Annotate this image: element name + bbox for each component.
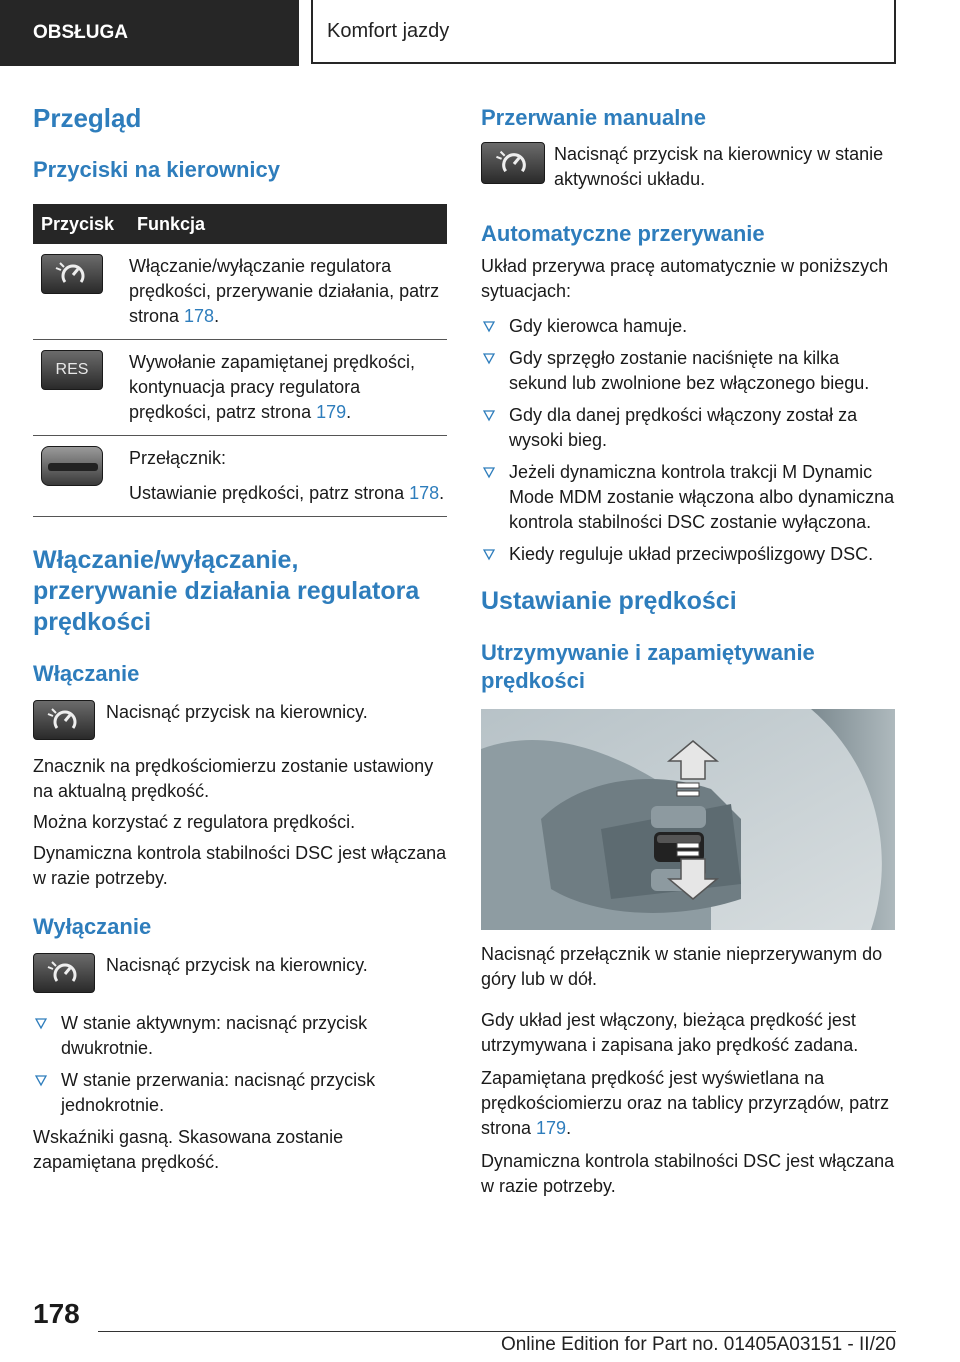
speed-p4: Dynamiczna kontrola stabilności DSC jest włączana w razie potrzeby. (481, 1151, 895, 1196)
on-p1: Znacznik na prędkościomierzu zostanie ustawiony na aktualną prędkość. (33, 756, 434, 801)
left-column (33, 96, 447, 1175)
page-link[interactable]: 179 (536, 1118, 567, 1138)
right-column (481, 96, 895, 1199)
overview-title: Przegląd (33, 103, 142, 133)
off-p1: Wskaźniki gasną. Skasowana zostanie zapamiętana prędkość. (33, 1127, 344, 1172)
table-header-button: Przycisk (33, 204, 129, 244)
list-item: Gdy kierowca hamuje. (481, 314, 895, 339)
off-instruction: Nacisnąć przycisk na kierownicy. (106, 955, 368, 975)
table-header-function: Funkcja (129, 204, 447, 244)
page-number: 178 (33, 1298, 80, 1329)
manual-instruction: Nacisnąć przycisk na kierownicy w stanie aktywności układu. (554, 144, 884, 189)
page-header (0, 0, 960, 66)
section-title-on-off: Włączanie/wyłączanie, przerywanie działania regulatora prędkości (33, 546, 420, 636)
table-row: Włączanie/wyłączanie regulatora prędkości, przerywanie działania, patrz strona 178. (33, 244, 447, 340)
manual-title: Przerwanie manualne (481, 105, 706, 130)
on-instruction-row (33, 700, 447, 746)
triangle-bullet-icon (483, 353, 495, 365)
res-button-icon (41, 350, 103, 390)
triangle-bullet-icon (35, 1018, 47, 1030)
list-item: W stanie przerwania: nacisnąć przycisk jednokrotnie. (33, 1068, 447, 1118)
list-item: Gdy sprzęgło zostanie naciśnięte na kilka sekund lub zwolnione bez włączonego biegu. (481, 346, 895, 396)
auto-title: Automatyczne przerywanie (481, 221, 765, 246)
auto-intro: Układ przerywa pracę automatycznie w poniższych sytuacjach: (481, 256, 889, 301)
on-title: Włączanie (33, 661, 140, 686)
list-item: W stanie aktywnym: nacisnąć przycisk dwukrotnie. (33, 1011, 447, 1061)
triangle-bullet-icon (483, 549, 495, 561)
cruise-control-icon (481, 142, 545, 184)
off-instruction-row (33, 953, 447, 999)
rocker-switch-icon (41, 446, 103, 486)
speed-title: Ustawianie prędkości (481, 587, 737, 615)
on-instruction: Nacisnąć przycisk na kierownicy. (106, 702, 368, 722)
chapter-title: Komfort jazdy (311, 0, 896, 64)
section-tab: OBSŁUGA (0, 0, 299, 66)
steering-wheel-photo (481, 709, 895, 930)
speed-subtitle: Utrzymywanie i zapamiętywanie prędkości (481, 640, 815, 693)
edition-text: Online Edition for Part no. 01405A03151 - II/20 (500, 1334, 896, 1355)
row-text: Wywołanie zapamiętanej prędkości, kontynuacja pracy regulatora prędkości, patrz strona (129, 352, 415, 422)
cruise-control-icon (33, 953, 95, 993)
triangle-bullet-icon (483, 321, 495, 333)
auto-bullets (481, 314, 895, 567)
speed-p1: Nacisnąć przełącznik w stanie nieprzerywanym do góry lub w dół. (481, 944, 883, 989)
page-link[interactable]: 178 (184, 306, 215, 326)
row-text: Przełącznik: (129, 448, 227, 468)
row-text: Włączanie/wyłączanie regulatora prędkości, przerywanie działania, patrz strona (129, 256, 440, 326)
cruise-control-icon (41, 254, 103, 294)
triangle-bullet-icon (483, 467, 495, 479)
cruise-control-icon (33, 700, 95, 740)
list-item: Kiedy reguluje układ przeciwpoślizgowy DSC. (481, 542, 895, 567)
buttons-subtitle: Przyciski na kierownicy (33, 157, 281, 182)
buttons-table (33, 204, 447, 517)
off-bullets (33, 1011, 447, 1118)
speed-p2: Gdy układ jest włączony, bieżąca prędkość jest utrzymywana i zapisana jako prędkość zadana. (481, 1010, 859, 1055)
triangle-bullet-icon (483, 410, 495, 422)
page-link[interactable]: 178 (409, 483, 440, 503)
off-title: Wyłączanie (33, 914, 152, 939)
table-row: Przełącznik: Ustawianie prędkości, patrz strona 178. (33, 436, 447, 517)
page-link[interactable]: 179 (316, 402, 347, 422)
list-item: Gdy dla danej prędkości włączony został za wysoki bieg. (481, 403, 895, 453)
table-row: RES Wywołanie zapamiętanej prędkości, kontynuacja pracy regulatora prędkości, patrz strona 179. (33, 340, 447, 436)
steering-wheel-illustration (481, 709, 895, 930)
on-p2: Można korzystać z regulatora prędkości. (33, 812, 356, 832)
on-p3: Dynamiczna kontrola stabilności DSC jest włączana w razie potrzeby. (33, 843, 447, 888)
list-item: Jeżeli dynamiczna kontrola trakcji M Dynamic Mode MDM zostanie włączona albo dynamiczna kontrola stabilności DSC zostanie wyłączona. (481, 460, 895, 535)
manual-instruction-row (481, 142, 895, 192)
speed-p3: Zapamiętana prędkość jest wyświetlana na prędkościomierzu oraz na tablicy przyrządów, patrz strona 179. (481, 1068, 890, 1138)
footer-divider (98, 1331, 896, 1332)
row-text: Ustawianie prędkości, patrz strona (129, 483, 410, 503)
res-label: RES (55, 361, 89, 378)
triangle-bullet-icon (35, 1075, 47, 1087)
